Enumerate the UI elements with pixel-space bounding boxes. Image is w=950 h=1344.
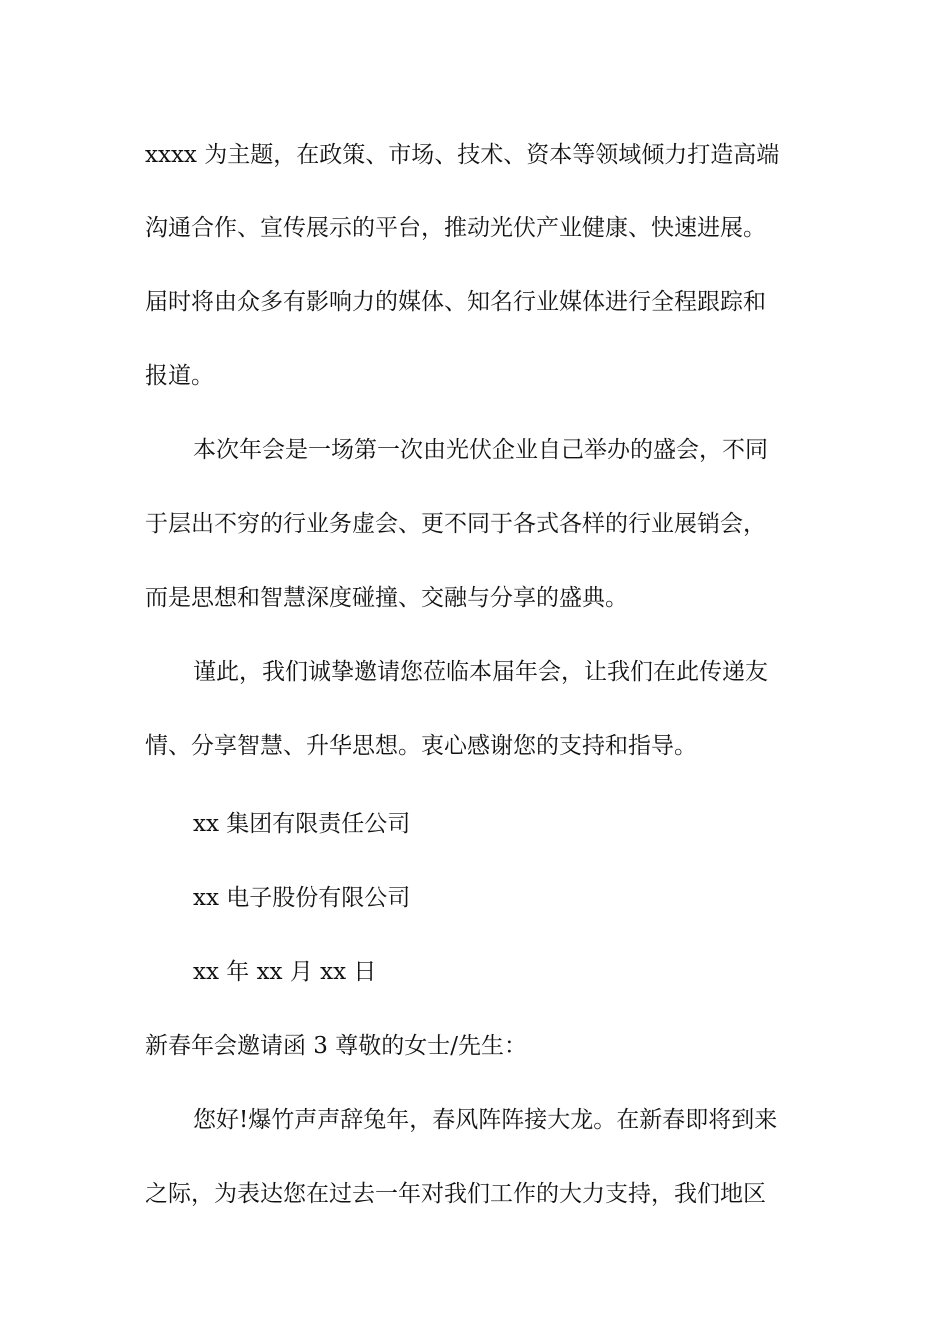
paragraph-start: 本次年会是一场第一次由光伏企业自己举办的盛会，不同 (193, 437, 768, 463)
section-heading: 新春年会邀请函 3 尊敬的女士/先生： (145, 1033, 528, 1059)
text-line: 情、分享智慧、升华思想。衷心感谢您的支持和指导。 (145, 733, 697, 759)
text-line: 之际，为表达您在过去一年对我们工作的大力支持，我们地区 (145, 1181, 766, 1207)
text-line: 而是思想和智慧深度碰撞、交融与分享的盛典。 (145, 585, 628, 611)
signature-company-2: xx 电子股份有限公司 (193, 885, 411, 911)
signature-date: xx 年 xx 月 xx 日 (193, 959, 377, 985)
text-line: 于层出不穷的行业务虚会、更不同于各式各样的行业展销会， (145, 511, 766, 537)
paragraph-start: 谨此，我们诚挚邀请您莅临本届年会，让我们在此传递友 (193, 659, 768, 685)
text-line: xxxx 为主题，在政策、市场、技术、资本等领域倾力打造高端 (145, 142, 780, 168)
signature-company-1: xx 集团有限责任公司 (193, 811, 411, 837)
text-line: 届时将由众多有影响力的媒体、知名行业媒体进行全程跟踪和 (145, 289, 766, 315)
text-line: 沟通合作、宣传展示的平台，推动光伏产业健康、快速进展。 (145, 215, 766, 241)
text-line: 报道。 (145, 363, 214, 389)
paragraph-start: 您好!爆竹声声辞兔年，春风阵阵接大龙。在新春即将到来 (193, 1107, 778, 1133)
